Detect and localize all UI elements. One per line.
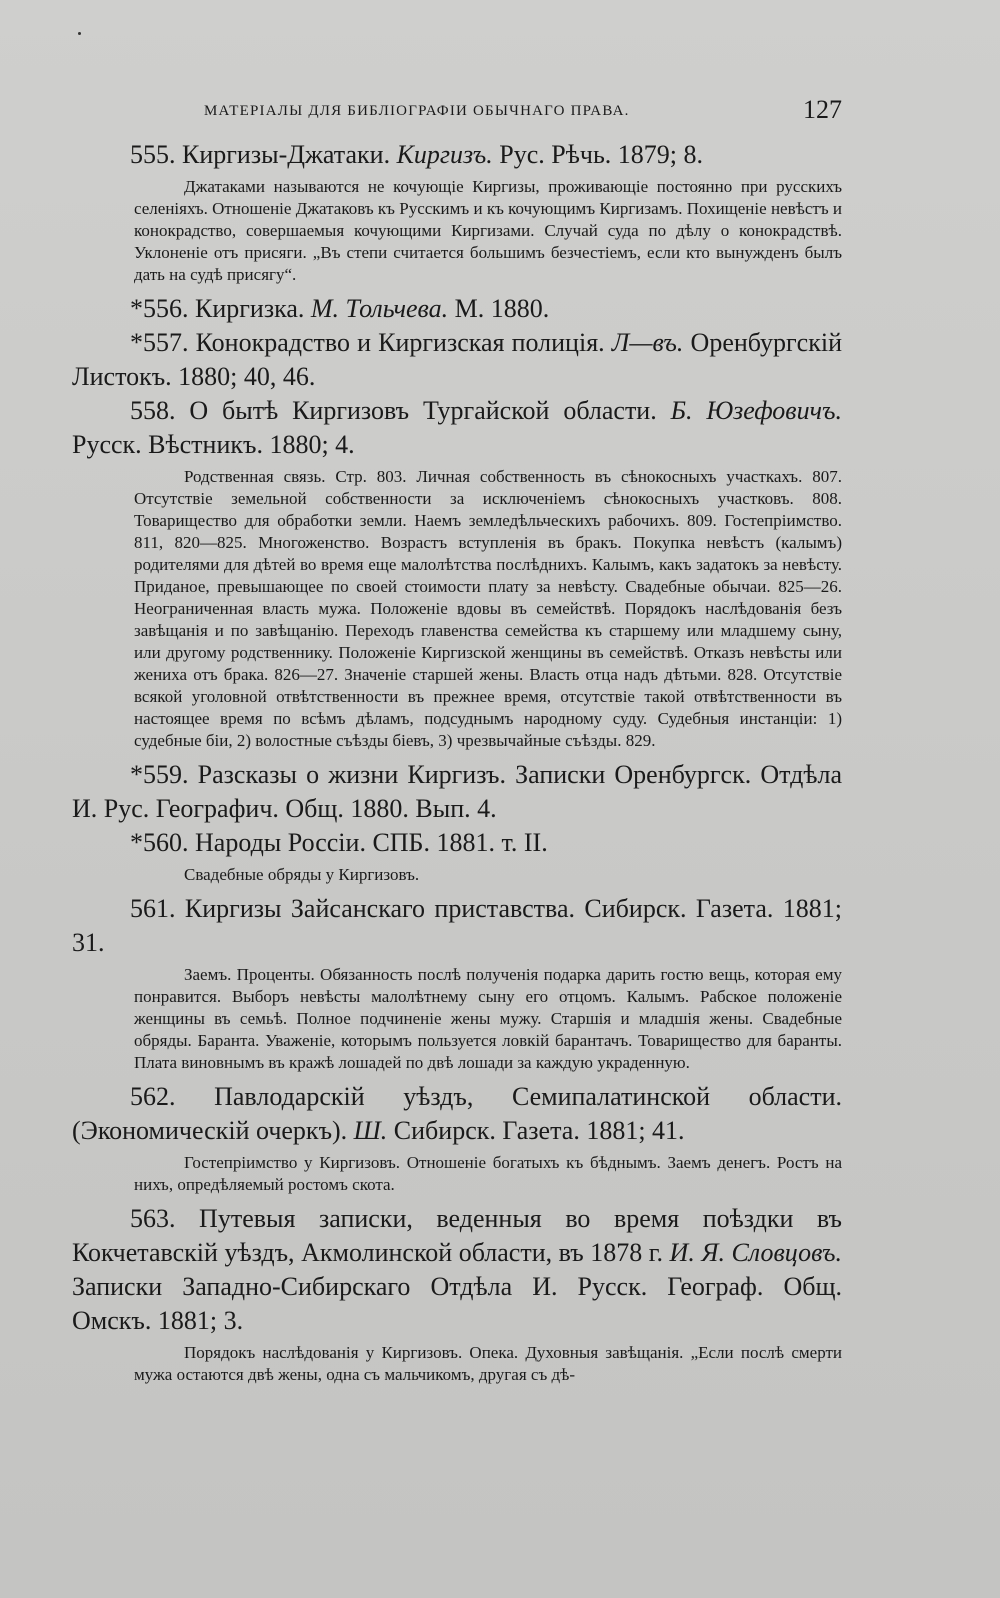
entry-heading bbox=[72, 1202, 842, 1338]
entry-heading bbox=[72, 138, 842, 172]
entry-author: М. Тольчева. bbox=[310, 294, 449, 323]
running-head bbox=[72, 95, 842, 135]
entry-title: *556. Киргизка. bbox=[130, 294, 305, 323]
bibliography-text bbox=[72, 138, 842, 1386]
entry-title: 558. О бытѣ Киргизовъ Тургайской области. bbox=[130, 396, 657, 425]
entry-heading bbox=[72, 892, 842, 960]
entry-558 bbox=[72, 394, 842, 752]
entry-heading bbox=[72, 326, 842, 394]
entry-title: 563. Путевыя записки, веденныя во время поѣздки въ Кокчетавскій уѣздъ, Акмолинской области, въ 1878 г. bbox=[72, 1204, 842, 1267]
ink-speck bbox=[78, 32, 81, 35]
entry-heading bbox=[72, 1080, 842, 1148]
entry-source: Сибирск. Газета. 1881; 41. bbox=[393, 1116, 685, 1145]
entry-author: Киргизъ. bbox=[396, 140, 493, 169]
entry-annotation: Заемъ. Проценты. Обязанность послѣ полученія подарка дарить гостю вещь, которая ему понравится. Выборъ невѣсты малолѣтнему сыну его отцомъ. Калымъ. Рабское положеніе женщины въ семьѣ. Полное подчиненіе жены мужу. Старшія и младшія жены. Свадебные обряды. Баранта. Уваженіе, которымъ пользуется ловкій барантачъ. Товарищество для баранты. Плата виновнымъ въ кражѣ лошадей по двѣ лошади за каждую украденную. bbox=[134, 965, 842, 1072]
entry-author: И. Я. Словцовъ. bbox=[669, 1238, 843, 1267]
entry-author: Б. Юзефовичъ. bbox=[670, 396, 842, 425]
entry-annotation: Порядокъ наслѣдованія у Киргизовъ. Опека. Духовныя завѣщанія. „Если послѣ смерти мужа остаются двѣ жены, одна съ мальчикомъ, другая съ дѣ- bbox=[134, 1343, 842, 1384]
entry-563 bbox=[72, 1202, 842, 1386]
entry-555 bbox=[72, 138, 842, 286]
entry-title: 562. Павлодарскій уѣздъ, Семипалатинской области. (Экономическій очеркъ). bbox=[72, 1082, 842, 1145]
entry-source: Рус. Рѣчь. 1879; 8. bbox=[499, 140, 704, 169]
page-number: 127 bbox=[803, 95, 842, 124]
entry-561 bbox=[72, 892, 842, 1074]
entry-title: *560. Народы Россіи. СПБ. 1881. т. II. bbox=[130, 828, 548, 857]
entry-source: Русск. Вѣстникъ. 1880; 4. bbox=[72, 430, 355, 459]
entry-annotation: Свадебные обряды у Киргизовъ. bbox=[184, 865, 420, 884]
entry-557 bbox=[72, 326, 842, 394]
entry-source: Оренбургскій Листокъ. 1880; 40, 46. bbox=[72, 328, 842, 391]
entry-556 bbox=[72, 292, 842, 326]
entry-heading bbox=[72, 826, 842, 860]
entry-heading bbox=[72, 394, 842, 462]
entry-title: *557. Конокрадство и Киргизская полиція. bbox=[130, 328, 605, 357]
entry-source: Записки Западно-Сибирскаго Отдѣла И. Русск. Географ. Общ. Омскъ. 1881; 3. bbox=[72, 1272, 842, 1335]
entry-title: *559. Разсказы о жизни Киргизъ. Записки Оренбургск. Отдѣла И. Рус. Географич. Общ. 1880. Вып. 4. bbox=[72, 760, 842, 823]
entry-author: Ш. bbox=[353, 1116, 388, 1145]
entry-559 bbox=[72, 758, 842, 826]
entry-heading bbox=[72, 292, 842, 326]
entry-annotation: Джатаками называются не кочующіе Киргизы, проживающіе постоянно при русскихъ селеніяхъ. Отношеніе Джатаковъ къ Русскимъ и къ кочующимъ Киргизамъ. Похищеніе невѣстъ и конокрадство, совершаемыя кочующими Киргизами. Случай суда по дѣлу о конокрадствѣ. Уклоненіе отъ присяги. „Въ степи считается большимъ безчестіемъ, если кто вынужденъ былъ дать на судѣ присягу“. bbox=[134, 177, 842, 284]
entry-author: Л—въ. bbox=[611, 328, 684, 357]
entry-heading bbox=[72, 758, 842, 826]
entry-title: 555. Киргизы-Джатаки. bbox=[130, 140, 391, 169]
entry-560 bbox=[72, 826, 842, 886]
entry-title: 561. Киргизы Зайсанскаго приставства. Сибирск. Газета. 1881; 31. bbox=[72, 894, 842, 957]
entry-annotation: Родственная связь. Стр. 803. Личная собственность въ сѣнокосныхъ участкахъ. 807. Отсутствіе земельной собственности за исключеніемъ сѣнокосныхъ участковъ. 808. Товарищество для обработки земли. Наемъ земледѣльческихъ рабочихъ. 809. Гостепріимство. 811, 820—825. Многоженство. Возрастъ вступленія въ бракъ. Покупка невѣстъ (калымъ) родителями для дѣтей во время еще малолѣтства послѣднихъ. Калымъ, какъ задатокъ за невѣсту. Приданое, превышающее по своей стоимости плату за невѣсту. Свадебные обычаи. 825—26. Неограниченная власть мужа. Положеніе вдовы въ семействѣ. Порядокъ наслѣдованія безъ завѣщанія и по завѣщанію. Переходъ главенства семейства къ старшему или младшему сыну, или другому родственнику. Положеніе Киргизской женщины въ семействѣ. Отказъ невѣсты или жениха отъ брака. 826—27. Значеніе старшей жены. Власть отца надъ дѣтьми. 828. Отсутствіе всякой уголовной отвѣтственности въ прежнее время, отсутствіе такой отвѣтственности въ настоящее время по всѣмъ дѣламъ, подсуднымъ народному суду. Судебныя инстанціи: 1) судебные біи, 2) волостные съѣзды біевъ, 3) чрезвычайные съѣзды. 829. bbox=[134, 467, 842, 750]
entry-annotation: Гостепріимство у Киргизовъ. Отношеніе богатыхъ къ бѣднымъ. Заемъ денегъ. Ростъ на нихъ, опредѣляемый ростомъ скота. bbox=[134, 1153, 842, 1194]
entry-source: М. 1880. bbox=[454, 294, 550, 323]
entry-562 bbox=[72, 1080, 842, 1196]
running-title: МАТЕРІАЛЫ ДЛЯ БИБЛІОГРАФІИ ОБЫЧНАГО ПРАВА. bbox=[204, 103, 630, 119]
